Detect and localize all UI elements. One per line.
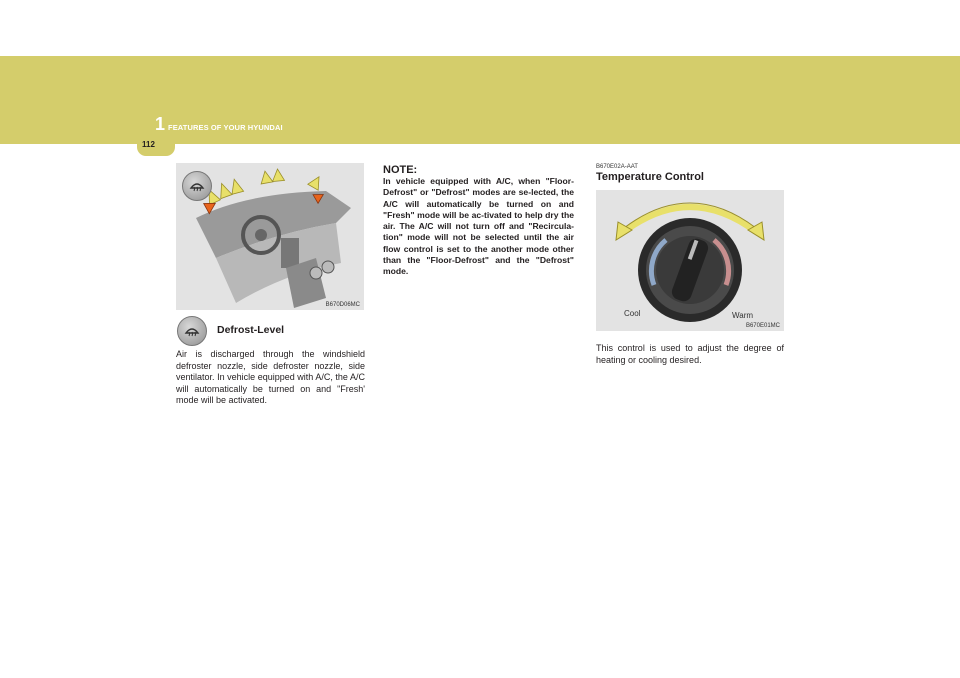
warm-label: Warm xyxy=(732,311,754,320)
temperature-control-description: This control is used to adjust the degree of heating or cooling desired. xyxy=(596,343,784,365)
temperature-dial-image xyxy=(596,190,784,331)
page-number: 112 xyxy=(142,140,155,149)
image-code: B670E01MC xyxy=(745,323,780,329)
chapter-number: 1 xyxy=(155,114,166,134)
cool-label: Cool xyxy=(624,309,641,318)
header-band xyxy=(0,56,960,144)
chapter-heading xyxy=(155,114,283,135)
chapter-title: FEATURES OF YOUR HYUNDAI xyxy=(168,123,283,132)
defrost-mode-icon xyxy=(182,171,212,201)
defrost-level-title: Defrost-Level xyxy=(217,324,285,336)
image-code: B670D06MC xyxy=(325,302,360,308)
defrost-level-icon xyxy=(177,316,207,346)
defrost-level-description: Air is discharged through the windshield defroster nozzle, side defroster nozzle, side ventilator. In vehicle equipped with A/C, the A/C will automatically be turned on and "Fresh' mode will be activated. xyxy=(176,349,365,405)
note-body: In vehicle equipped with A/C, when "Floor-Defrost" or "Defrost" modes are se-lected, the A/C will automatically be turned on and "Fresh" mode will be ac-tivated to help dry the air. The A/C will not turn off and "Recircula-tion" mode will not be selected until the air flow control is set to the another mode other than the "Floor-Defrost" and the "Defrost" mode. xyxy=(383,176,574,277)
note-title: NOTE: xyxy=(383,164,418,176)
dashboard-defrost-image xyxy=(176,163,364,310)
reference-code: B670E02A-AAT xyxy=(596,164,638,170)
temperature-control-title: Temperature Control xyxy=(596,171,704,183)
